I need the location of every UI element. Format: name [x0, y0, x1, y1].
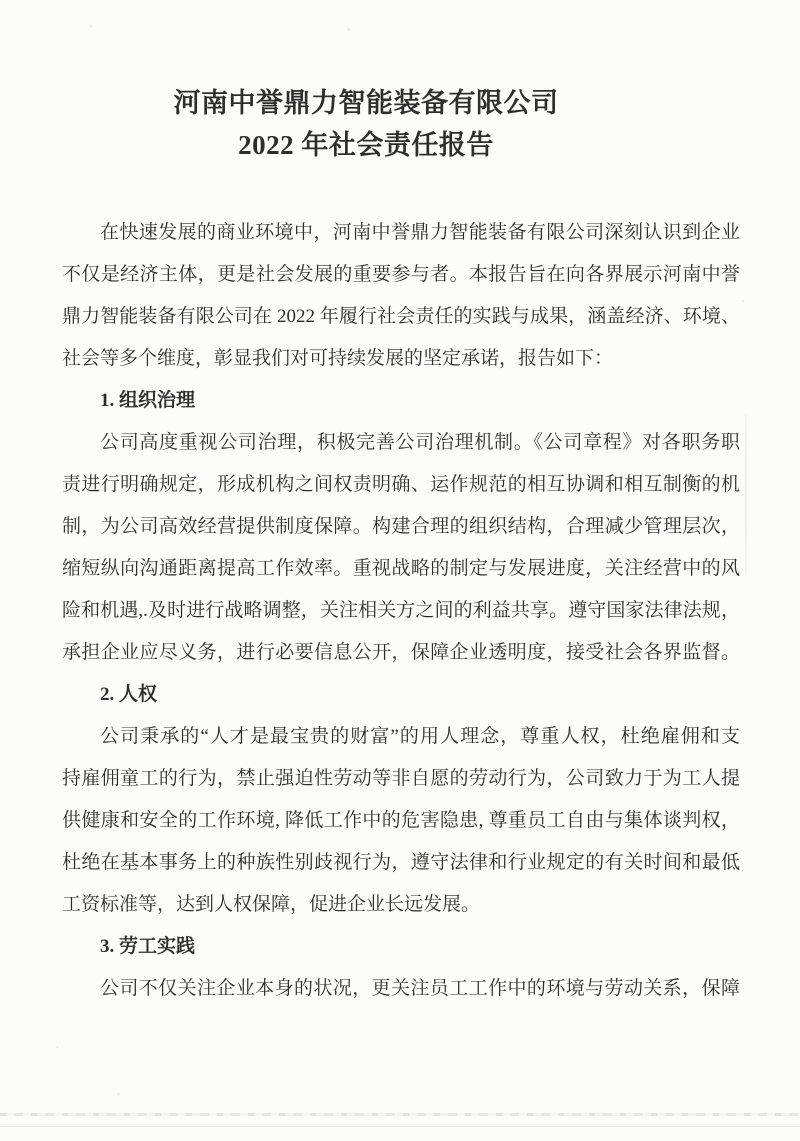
text-line: 鼎力智能装备有限公司在 2022 年履行社会责任的实践与成果，涵盖经济、环境、: [62, 306, 740, 327]
scan-artifact-vertical-streak: [745, 415, 747, 575]
text-line: 缩短纵向沟通距离提高工作效率。重视战略的制定与发展进度，关注经营中的风: [62, 558, 740, 579]
scan-artifact-speck: [90, 25, 92, 27]
text-line: 制，为公司高效经营提供制度保障。构建合理的组织结构，合理减少管理层次，: [62, 516, 740, 537]
text-line: 公司高度重视公司治理，积极完善公司治理机制。《公司章程》对各职务职: [100, 432, 740, 453]
text-line: 公司不仅关注企业本身的状况，更关注员工工作中的环境与劳动关系，保障: [100, 978, 740, 999]
text-line: 在快速发展的商业环境中，河南中誉鼎力智能装备有限公司深刻认识到企业: [100, 222, 740, 243]
section-heading-governance: 1. 组织治理: [100, 390, 196, 411]
scan-artifact-paper-edge-shadow: [0, 1126, 800, 1127]
document-title-line1: 河南中誉鼎力智能装备有限公司: [173, 88, 559, 118]
scan-artifact-speck: [117, 1093, 120, 1096]
scan-artifact-speck: [347, 28, 350, 31]
text-line: 工资标准等，达到人权保障，促进企业长远发展。: [62, 894, 481, 915]
text-line: 公司秉承的“人才是最宝贵的财富”的用人理念，尊重人权，杜绝雇佣和支: [100, 726, 740, 747]
text-line: 责进行明确规定，形成机构之间权责明确、运作规范的相互协调和相互制衡的机: [62, 474, 740, 495]
scan-artifact-paper-edge: [0, 1113, 800, 1116]
text-line: 持雇佣童工的行为，禁止强迫性劳动等非自愿的劳动行为，公司致力于为工人提: [62, 768, 740, 789]
section-heading-labor-practices: 3. 劳工实践: [100, 936, 196, 957]
text-line: 供健康和安全的工作环境, 降低工作中的危害隐患, 尊重员工自由与集体谈判权，: [62, 810, 740, 831]
document-title-line2: 2022 年社会责任报告: [238, 130, 494, 160]
text-line: 险和机遇,.及时进行战略调整，关注相关方之间的利益共享。遵守国家法律法规，: [62, 600, 740, 621]
scan-artifact-speck: [56, 1046, 59, 1048]
section-heading-human-rights: 2. 人权: [100, 684, 158, 705]
document-title: [26, 82, 706, 166]
text-line: 承担企业应尽义务，进行必要信息公开，保障企业透明度，接受社会各界监督。: [62, 642, 740, 663]
text-line: 不仅是经济主体，更是社会发展的重要参与者。本报告旨在向各界展示河南中誉: [62, 264, 740, 285]
document-body: [62, 212, 740, 1010]
text-line: 社会等多个维度，彰显我们对可持续发展的坚定承诺，报告如下：: [62, 348, 614, 369]
scan-artifact-speck: [742, 300, 744, 302]
text-line: 杜绝在基本事务上的种族性别歧视行为，遵守法律和行业规定的有关时间和最低: [62, 852, 740, 873]
